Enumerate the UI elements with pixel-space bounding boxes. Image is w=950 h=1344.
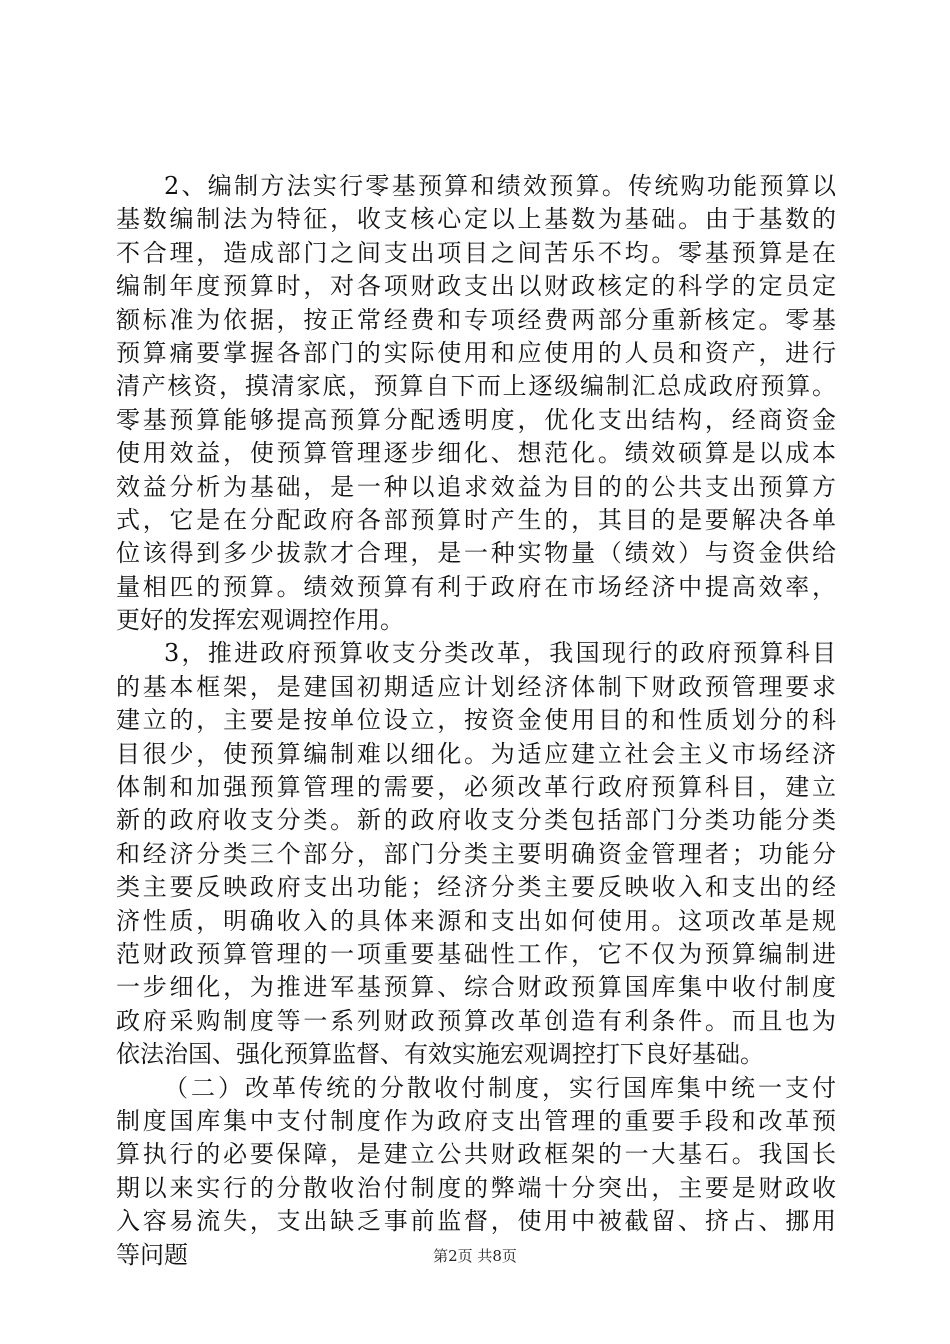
- text-line: 等问题: [116, 1240, 188, 1269]
- text-line: 目很少，使预算编制难以细化。为适应建立社会主义市场经济: [116, 739, 836, 768]
- text-line: 基数编制法为特征，收支核心定以上基数为基础。由于基数的: [116, 205, 836, 234]
- text-line: 更好的发挥宏观调控作用。: [116, 606, 404, 635]
- text-line: 制度国库集中支付制度作为政府支出管理的重要手段和改革预: [116, 1106, 836, 1135]
- text-line: 和经济分类三个部分，部门分类主要明确资金管理者；功能分: [116, 839, 836, 868]
- text-line: 算执行的必要保障，是建立公共财政框架的一大基石。我国长: [116, 1140, 836, 1169]
- text-line: 期以来实行的分散收治付制度的弊端十分突出，主要是财政收: [116, 1173, 836, 1202]
- text-line: 济性质，明确收入的具体来源和支出如何使用。这项改革是规: [116, 906, 836, 935]
- text-line: 政府采购制度等一系列财政预算改革创造有利条件。而且也为: [116, 1006, 836, 1035]
- text-line: 的基本框架，是建国初期适应计划经济体制下财政预管理要求: [116, 672, 836, 701]
- text-line: 类主要反映政府支出功能；经济分类主要反映收入和支出的经: [116, 873, 836, 902]
- text-line: 量相匹的预算。绩效预算有利于政府在市场经济中提高效率，: [116, 572, 836, 601]
- text-line: 清产核资，摸清家底，预算自下而上逐级编制汇总成政府预算。: [116, 372, 836, 401]
- text-line: 使用效益，使预算管理逐步细化、想范化。绩效硕算是以成本: [116, 439, 836, 468]
- text-line: 编制年度预算时，对各项财政支出以财政核定的科学的定员定: [116, 272, 836, 301]
- page-footer: [0, 1245, 950, 1266]
- text-line: 3，推进政府预算收支分类改革，我国现行的政府预算科目: [164, 639, 836, 668]
- text-line: 2、编制方法实行零基预算和绩效预算。传统购功能预算以: [164, 172, 836, 200]
- text-line: 式，它是在分配政府各部预算时产生的，其目的是要解决各单: [116, 505, 836, 534]
- text-line: 建立的，主要是按单位设立，按资金使用目的和性质划分的科: [116, 706, 836, 735]
- text-line: 额标准为依据，按正常经费和专项经费两部分重新核定。零基: [116, 305, 836, 334]
- text-line: 预算痛要掌握各部门的实际使用和应使用的人员和资产，进行: [116, 338, 836, 367]
- text-line: 入容易流失，支出缺乏事前监督，使用中被截留、挤占、挪用: [116, 1207, 836, 1236]
- text-line: 位该得到多少拔款才合理，是一种实物量（绩效）与资金供给: [116, 539, 836, 568]
- text-line: 一步细化，为推进军基预算、综合财政预算国库集中收付制度: [116, 973, 836, 1002]
- text-line: 体制和加强预算管理的需要，必须改革行政府预算科目，建立: [116, 773, 836, 802]
- text-line: 新的政府收支分类。新的政府收支分类包括部门分类功能分类: [116, 806, 836, 835]
- document-body: [116, 170, 836, 1272]
- text-line: 不合理，造成部门之间支出项目之间苦乐不均。零基预算是在: [116, 238, 836, 267]
- text-line: 效益分析为基础，是一种以追求效益为目的的公共支出预算方: [116, 472, 836, 501]
- text-line: 依法治国、强化预算监督、有效实施宏观调控打下良好基础。: [116, 1040, 764, 1069]
- text-line: 范财政预算管理的一项重要基础性工作，它不仅为预算编制进: [116, 939, 836, 968]
- text-line: 零基预算能够提高预算分配透明度，优化支出结构，经商资金: [116, 405, 836, 434]
- text-line: （二）改革传统的分散收付制度，实行国库集中统一支付: [164, 1073, 836, 1102]
- page-number-label: 第2页 共8页: [433, 1247, 517, 1265]
